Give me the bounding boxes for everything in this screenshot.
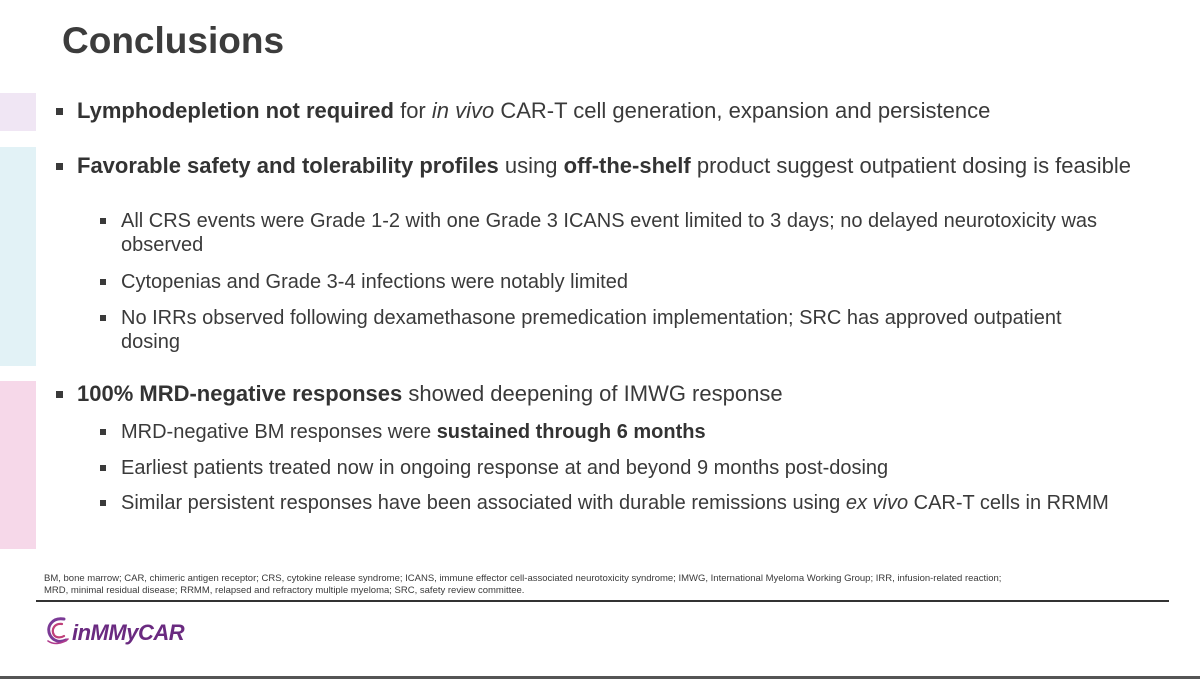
section-accent-bar-2 bbox=[0, 147, 36, 366]
sub-bullet-text: Similar persistent responses have been associated with durable remissions using ex vivo CAR-T cells in RRMM bbox=[121, 492, 1109, 514]
footnote-line: MRD, minimal residual disease; RRMM, relapsed and refractory multiple myeloma; SRC, safety review committee. bbox=[44, 585, 525, 596]
bullet-text: Lymphodepletion not required for in vivo CAR-T cell generation, expansion and persistence bbox=[77, 98, 991, 123]
logo-text: inMMyCAR bbox=[72, 619, 185, 645]
square-bullet-icon bbox=[56, 108, 63, 115]
bullet-text: Favorable safety and tolerability profiles using off-the-shelf product suggest outpatient dosing is feasible bbox=[77, 153, 1132, 178]
page-title: Conclusions bbox=[62, 20, 285, 61]
sub-bullet-crs-events bbox=[100, 209, 1130, 257]
bullet-text: 100% MRD-negative responses showed deepening of IMWG response bbox=[77, 381, 783, 406]
sub-bullet-text: No IRRs observed following dexamethasone premedication implementation; SRC has approved outpatient dosing bbox=[121, 307, 1062, 353]
square-bullet-icon bbox=[100, 279, 106, 285]
sub-bullet-text: Earliest patients treated now in ongoing response at and beyond 9 months post-dosing bbox=[121, 457, 889, 479]
abbreviations-footnote bbox=[44, 573, 1144, 597]
inmmycar-logo bbox=[44, 615, 184, 650]
square-bullet-icon bbox=[56, 391, 63, 398]
square-bullet-icon bbox=[100, 465, 106, 471]
square-bullet-icon bbox=[100, 500, 106, 506]
sub-bullet-cytopenias bbox=[100, 270, 628, 294]
bullet-mrd-negative bbox=[56, 381, 783, 407]
swirl-logo-icon bbox=[44, 615, 70, 650]
sub-bullet-text: Cytopenias and Grade 3-4 infections were notably limited bbox=[121, 271, 628, 293]
sub-bullet-text: MRD-negative BM responses were sustained through 6 months bbox=[121, 421, 706, 443]
section-accent-bar-3 bbox=[0, 381, 36, 549]
sub-bullet-mrd-sustained bbox=[100, 420, 706, 444]
sub-bullet-irrs bbox=[100, 306, 1100, 354]
footer-divider bbox=[36, 600, 1169, 602]
section-accent-bar-1 bbox=[0, 93, 36, 131]
footnote-line: BM, bone marrow; CAR, chimeric antigen receptor; CRS, cytokine release syndrome; ICANS, immune effector cell-associated neurotoxicity syndrome; IMWG, International Myeloma Working Group; IRR, infusion-related reaction; bbox=[44, 573, 1002, 584]
square-bullet-icon bbox=[100, 218, 106, 224]
bullet-safety bbox=[56, 153, 1146, 179]
square-bullet-icon bbox=[100, 429, 106, 435]
bullet-lymphodepletion bbox=[56, 98, 990, 124]
sub-bullet-text: All CRS events were Grade 1-2 with one Grade 3 ICANS event limited to 3 days; no delayed neurotoxicity was observed bbox=[121, 210, 1098, 256]
square-bullet-icon bbox=[56, 163, 63, 170]
sub-bullet-persistent-responses bbox=[100, 491, 1110, 515]
square-bullet-icon bbox=[100, 315, 106, 321]
sub-bullet-earliest-patients bbox=[100, 456, 888, 480]
